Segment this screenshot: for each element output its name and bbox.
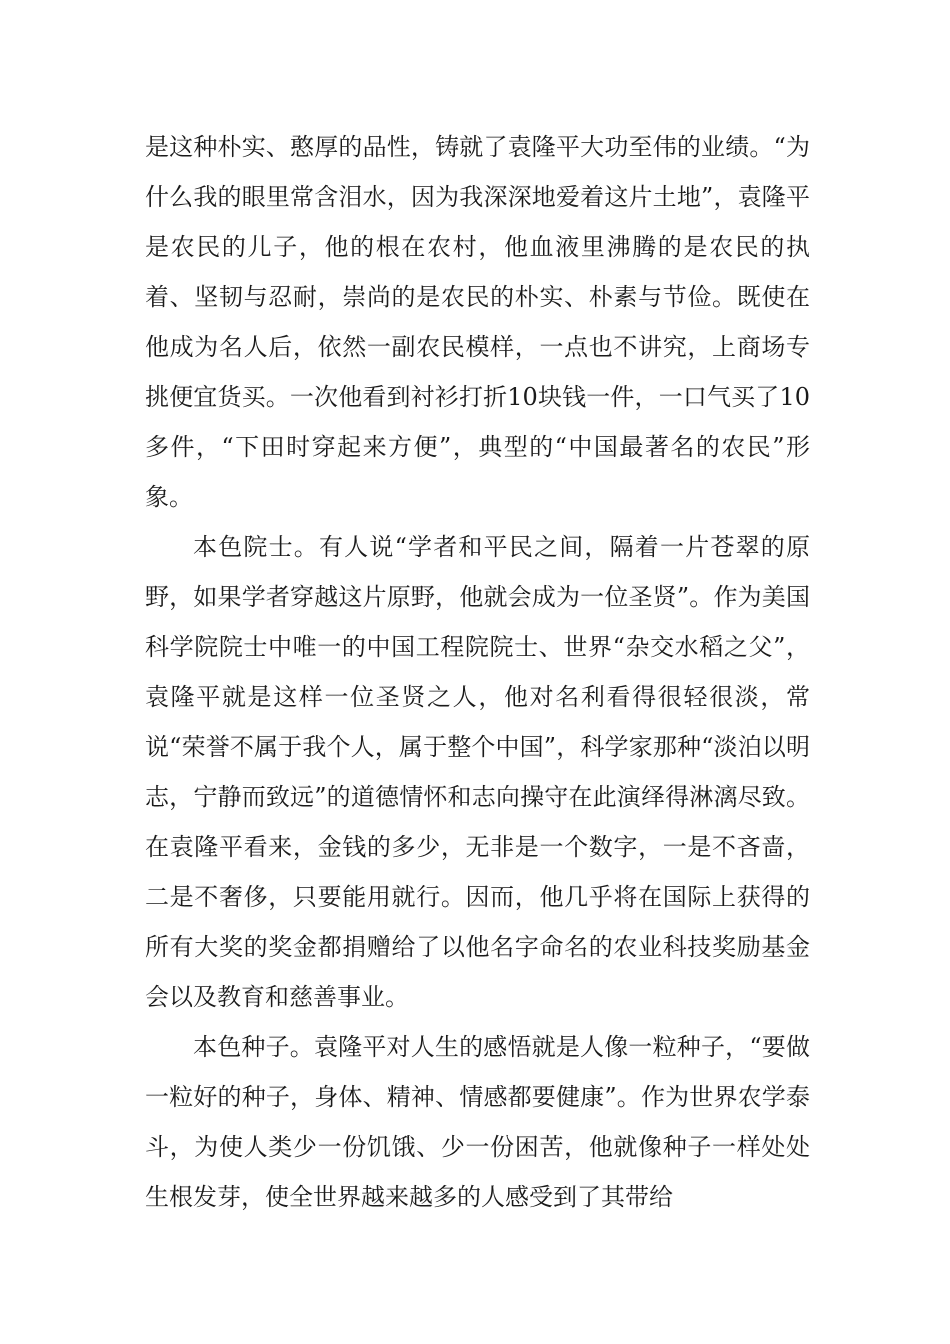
paragraph-3: 本色种子。袁隆平对人生的感悟就是人像一粒种子，“要做一粒好的种子，身体、精神、情感都要健康”。作为世界农学泰斗，为使人类少一份饥饿、少一份困苦，他就像种子一样处处生根发芽，使全世界越来越多的人感受到了其带给 — [145, 1033, 810, 1211]
body-text — [145, 122, 810, 1222]
paragraph-2: 本色院士。有人说“学者和平民之间，隔着一片苍翠的原野，如果学者穿越这片原野，他就会成为一位圣贤”。作为美国科学院院士中唯一的中国工程院院士、世界“杂交水稻之父”，袁隆平就是这样一位圣贤之人，他对名利看得很轻很淡，常说“荣誉不属于我个人，属于整个中国”，科学家那种“淡泊以明志，宁静而致远”的道德情怀和志向操守在此演绎得淋漓尽致。在袁隆平看来，金钱的多少，无非是一个数字，一是不吝啬，二是不奢侈，只要能用就行。因而，他几乎将在国际上获得的所有大奖的奖金都捐赠给了以他名字命名的农业科技奖励基金会以及教育和慈善事业。 — [145, 533, 810, 1011]
paragraph-1: 是这种朴实、憨厚的品性，铸就了袁隆平大功至伟的业绩。“为什么我的眼里常含泪水，因为我深深地爱着这片土地”，袁隆平是农民的儿子，他的根在农村，他血液里沸腾的是农民的执着、坚韧与忍耐，崇尚的是农民的朴实、朴素与节俭。既使在他成为名人后，依然一副农民模样，一点也不讲究，上商场专挑便宜货买。一次他看到衬衫打折10块钱一件，一口气买了10多件，“下田时穿起来方便”，典型的“中国最著名的农民”形象。 — [145, 133, 810, 511]
